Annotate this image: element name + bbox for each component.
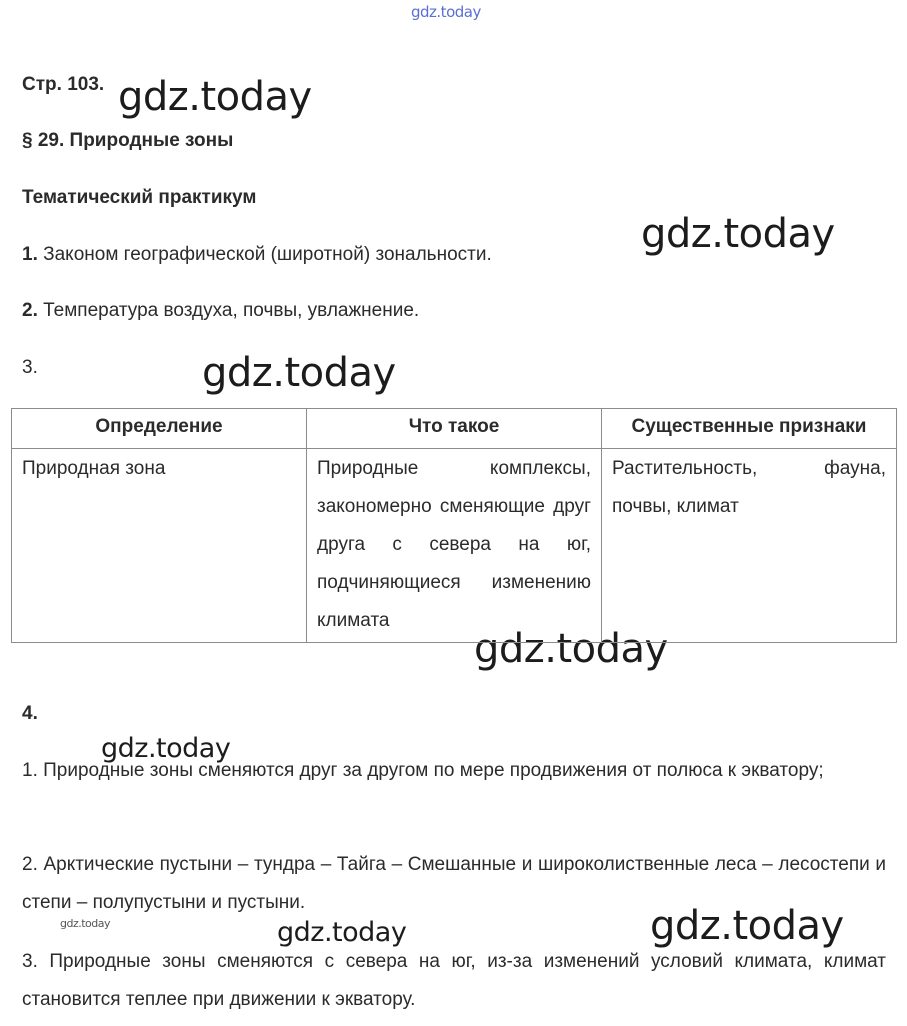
list-item: 2. Арктические пустыни – тундра – Тайга – Смешанные и широколиственные леса – лесостепи и степи – полупустыни и пустыни. [22, 854, 886, 913]
watermark: gdz.today [101, 733, 231, 764]
page-reference: Стр. 103. [22, 74, 105, 95]
table-header-cell: Определение [12, 409, 307, 449]
answer-1 [22, 244, 492, 266]
list-item: 1. Природные зоны сменяются друг за другом по мере продвижения от полюса к экватору; [22, 760, 824, 781]
list-item: 3. Природные зоны сменяются с севера на юг, из-за изменений условий климата, климат становится теплее при движении к экватору. [22, 951, 886, 1010]
answer-number: 2. [22, 300, 38, 321]
answer-2 [22, 300, 419, 322]
watermark: gdz.today [202, 350, 396, 396]
natural-zone-table [11, 408, 897, 643]
table-row [12, 449, 897, 643]
answer-text: Законом географической (широтной) зональности. [43, 244, 492, 265]
watermark: gdz.today [650, 903, 844, 949]
answer-text: Температура воздуха, почвы, увлажнение. [43, 300, 420, 321]
table-cell: Природные комплексы, закономерно сменяющие друг друга с севера на юг, подчиняющиеся изменению климата [307, 449, 602, 643]
watermark: gdz.today [411, 3, 481, 21]
watermark: gdz.today [277, 917, 407, 948]
table-cell: Природная зона [12, 449, 307, 643]
section-title: § 29. Природные зоны [22, 130, 234, 151]
answer-4-number: 4. [22, 703, 38, 724]
table-header-row [12, 409, 897, 449]
answer-3-number: 3. [22, 357, 38, 378]
table-header-cell: Существенные признаки [602, 409, 897, 449]
table-header-cell: Что такое [307, 409, 602, 449]
watermark: gdz.today [60, 917, 111, 930]
watermark: gdz.today [118, 74, 312, 120]
watermark: gdz.today [474, 626, 668, 672]
table-cell: Растительность, фауна, почвы, климат [602, 449, 897, 643]
watermark: gdz.today [641, 211, 835, 257]
answer-number: 1. [22, 244, 38, 265]
practicum-title: Тематический практикум [22, 187, 257, 208]
